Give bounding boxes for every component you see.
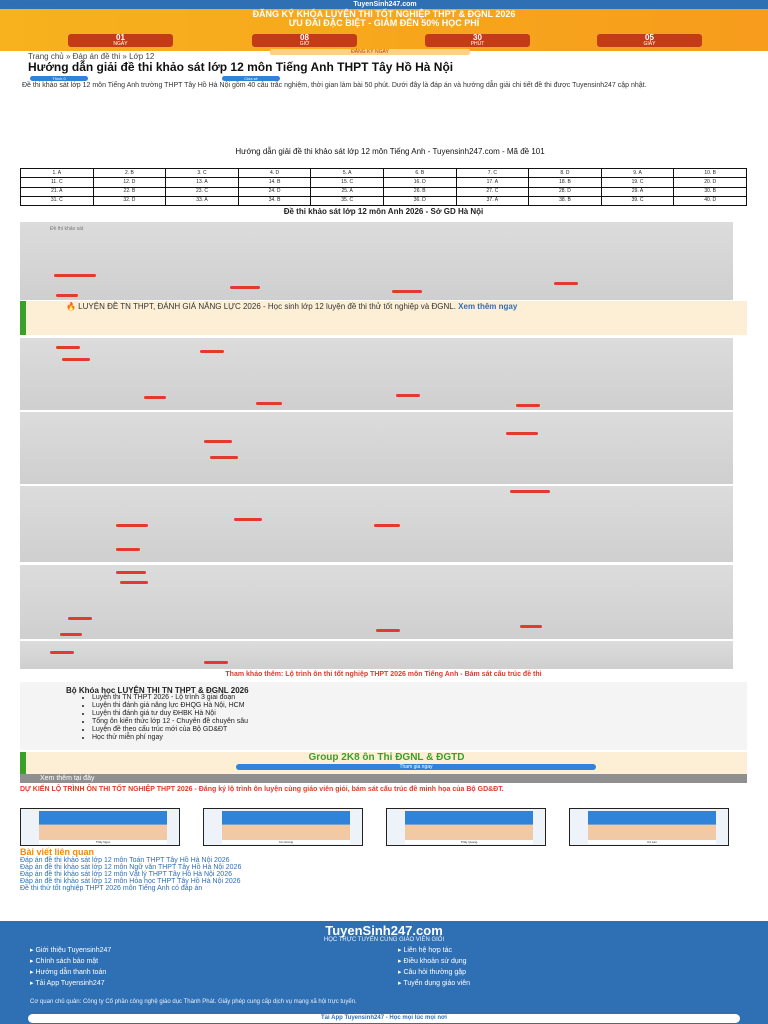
footer-col-1 <box>30 945 370 989</box>
banner-line2: ƯU ĐÃI ĐẶC BIỆT - GIẢM ĐẾN 50% HỌC PHÍ <box>288 18 480 28</box>
answer-cell: 30. B <box>674 187 747 196</box>
answer-cell: 39. C <box>601 196 674 205</box>
answer-cell: 15. C <box>311 178 384 187</box>
course-list <box>80 694 722 742</box>
footer-link[interactable]: ▸ Chính sách bảo mật <box>30 956 370 967</box>
share-button[interactable]: Chia sẻ <box>222 76 280 81</box>
answer-subheading: Hướng dẫn giải đề thi khảo sát lớp 12 môn Tiếng Anh - Tuyensinh247.com - Mã đề 101 <box>235 147 545 156</box>
exam-scan-page-4 <box>20 486 733 562</box>
countdown-hours: 08 GIỜ <box>252 34 357 47</box>
answer-cell: 25. A <box>311 187 384 196</box>
teacher-list <box>20 808 747 846</box>
answer-cell: 14. B <box>238 178 311 187</box>
ad1-text: 🔥 LUYỆN ĐỀ TN THPT, ĐÁNH GIÁ NĂNG LỰC 2026 - Học sinh lớp 12 luyện đề thi thử tốt nghiệp và ĐGNL. Xem thêm ngay <box>66 302 518 311</box>
related-articles <box>20 848 747 892</box>
footer-link[interactable]: ▸ Câu hỏi thường gặp <box>398 967 738 978</box>
answer-cell: 9. A <box>601 169 674 178</box>
footer-link[interactable]: ▸ Tuyển dụng giáo viên <box>398 978 738 989</box>
footer-link[interactable]: ▸ Giới thiệu Tuyensinh247 <box>30 945 370 956</box>
footer-link[interactable]: ▸ Hướng dẫn thanh toán <box>30 967 370 978</box>
group-join-button[interactable]: Tham gia ngay <box>236 764 596 770</box>
answer-cell: 26. B <box>383 187 456 196</box>
answer-cell: 40. D <box>674 196 747 205</box>
footer-link[interactable]: ▸ Tải App Tuyensinh247 <box>30 978 370 989</box>
answer-cell: 1. A <box>21 169 94 178</box>
exam-scan-page-3 <box>20 412 733 484</box>
answer-cell: 5. A <box>311 169 384 178</box>
footer-link[interactable]: ▸ Điều khoản sử dụng <box>398 956 738 967</box>
answer-cell: 21. A <box>21 187 94 196</box>
answer-cell: 31. C <box>21 196 94 205</box>
answer-cell: 12. D <box>93 178 166 187</box>
answer-row <box>21 187 747 196</box>
answer-row <box>21 178 747 187</box>
answer-cell: 27. C <box>456 187 529 196</box>
answer-cell: 34. B <box>238 196 311 205</box>
exam-scan-page-6 <box>20 641 733 669</box>
answer-cell: 13. A <box>166 178 239 187</box>
exam-scan-page-2 <box>20 338 733 410</box>
answer-cell: 28. D <box>529 187 602 196</box>
answer-cell: 17. A <box>456 178 529 187</box>
breadcrumb[interactable]: Trang chủ » Đáp án đề thi » Lớp 12 <box>28 52 155 61</box>
countdown-minutes: 30 PHÚT <box>425 34 530 47</box>
top-bar <box>0 0 768 9</box>
answer-cell: 11. C <box>21 178 94 187</box>
answer-cell: 33. A <box>166 196 239 205</box>
answer-cell: 7. C <box>456 169 529 178</box>
group-title: Group 2K8 ôn Thi ĐGNL & ĐGTD <box>308 752 465 763</box>
site-logo[interactable]: TuyenSinh247.com <box>353 1 417 8</box>
course-item[interactable]: • Luyện thi đánh giá năng lực ĐHQG Hà Nội, HCM <box>92 702 722 710</box>
answer-cell: 2. B <box>93 169 166 178</box>
footer-col-2 <box>398 945 738 989</box>
answer-cell: 38. B <box>529 196 602 205</box>
related-link[interactable]: Đáp án đề thi khảo sát lớp 12 môn Ngữ văn THPT Tây Hồ Hà Nội 2026 <box>20 864 242 871</box>
page-title: Hướng dẫn giải đề thi khảo sát lớp 12 môn Tiếng Anh THPT Tây Hồ Hà Nội <box>28 60 454 74</box>
footer-tagline: HỌC TRỰC TUYẾN CÙNG GIÁO VIÊN GIỎI <box>323 937 445 943</box>
teacher-card[interactable]: Thầy Ngọc <box>20 808 180 846</box>
related-link[interactable]: Đáp án đề thi khảo sát lớp 12 môn Vật lý THPT Tây Hồ Hà Nội 2026 <box>20 871 232 878</box>
banner-cta-button[interactable]: ĐĂNG KÝ NGAY <box>270 49 470 55</box>
answer-cell: 4. D <box>238 169 311 178</box>
exam-scan-page-5 <box>20 565 733 639</box>
answer-cell: 19. C <box>601 178 674 187</box>
like-button[interactable]: Thích 0 <box>30 76 88 81</box>
teacher-photo <box>588 811 716 841</box>
answer-row <box>21 196 747 205</box>
answer-cell: 24. D <box>238 187 311 196</box>
table-caption: Đề thi khảo sát lớp 12 môn Anh 2026 - Sở GD Hà Nội <box>283 207 484 216</box>
footer-brand[interactable]: TuyenSinh247.com <box>325 923 443 938</box>
answer-table <box>20 168 747 206</box>
top-left-text: Học tốt hơn mỗi ngày <box>8 1 56 7</box>
answer-cell: 37. A <box>456 196 529 205</box>
related-link[interactable]: Đề thi thử tốt nghiệp THPT 2026 môn Tiếng Anh có đáp án <box>20 885 203 892</box>
course-heading: Bộ Khóa học LUYỆN THI TN THPT & ĐGNL 2026 <box>66 686 249 695</box>
answer-cell: 23. C <box>166 187 239 196</box>
related-heading: Bài viết liên quan <box>20 847 95 857</box>
teacher-photo <box>222 811 350 841</box>
banner-line1: ĐĂNG KÝ KHÓA LUYỆN THI TỐT NGHIỆP THPT & ĐGNL 2026 <box>252 9 516 19</box>
scan-caption: Đề thi khảo sát <box>50 226 84 232</box>
answer-cell: 35. C <box>311 196 384 205</box>
countdown-seconds: 05 GIÂY <box>597 34 702 47</box>
course-item[interactable]: • Tổng ôn kiến thức lớp 12 - Chuyên đề chuyên sâu <box>92 718 722 726</box>
answer-cell: 10. B <box>674 169 747 178</box>
exam-scan-page-1 <box>20 222 733 300</box>
course-item[interactable]: • Luyện thi TN THPT 2026 - Lộ trình 3 giai đoạn <box>92 694 722 702</box>
see-more-bar[interactable]: Xem thêm tại đây <box>20 774 747 783</box>
answer-cell: 36. D <box>383 196 456 205</box>
footer <box>0 921 768 1024</box>
course-item[interactable]: • Luyện thi đánh giá tư duy ĐHBK Hà Nội <box>92 710 722 718</box>
footer-info: Cơ quan chủ quản: Công ty Cổ phần công nghệ giáo dục Thành Phát. Giấy phép cung cấp dịch vụ mạng xã hội trực tuyến. <box>30 999 357 1005</box>
promo-banner[interactable] <box>0 9 768 55</box>
answer-cell: 6. B <box>383 169 456 178</box>
teacher-card[interactable]: Thầy Quang <box>386 808 546 846</box>
teacher-card[interactable]: Cô Hương <box>203 808 363 846</box>
group-join-box <box>20 752 747 774</box>
course-list-box <box>20 682 747 750</box>
footer-link[interactable]: ▸ Liên hệ hợp tác <box>398 945 738 956</box>
countdown-days: 01 NGÀY <box>68 34 173 47</box>
ad1-link[interactable]: Xem thêm ngay <box>458 302 518 311</box>
promo-ad-1[interactable] <box>20 301 747 335</box>
download-app-button[interactable]: Tải App Tuyensinh247 - Học mọi lúc mọi nơi <box>28 1014 740 1023</box>
roadmap-notice[interactable]: DỰ KIẾN LỘ TRÌNH ÔN THI TỐT NGHIỆP THPT 2026 - Đăng ký lộ trình ôn luyện cùng giáo viên giỏi, bám sát cấu trúc đề minh họa của Bộ GD&ĐT. <box>20 786 504 793</box>
teacher-photo <box>39 811 167 841</box>
answer-cell: 22. B <box>93 187 166 196</box>
red-notice[interactable]: Tham khảo thêm: Lộ trình ôn thi tốt nghiệp THPT 2026 môn Tiếng Anh - Bám sát cấu trúc đề thi <box>225 671 542 678</box>
answer-cell: 32. D <box>93 196 166 205</box>
intro-text: Đề thi khảo sát lớp 12 môn Tiếng Anh trường THPT Tây Hồ Hà Nội gồm 40 câu trắc nghiệm, thời gian làm bài 50 phút. Dưới đây là đáp án và hướng dẫn giải chi tiết đề thi được Tuyensinh247 cập nhật. <box>22 82 647 89</box>
answer-cell: 16. D <box>383 178 456 187</box>
answer-row <box>21 169 747 178</box>
answer-cell: 20. D <box>674 178 747 187</box>
answer-cell: 3. C <box>166 169 239 178</box>
answer-cell: 29. A <box>601 187 674 196</box>
related-link[interactable]: Đáp án đề thi khảo sát lớp 12 môn Toán THPT Tây Hồ Hà Nội 2026 <box>20 857 230 864</box>
course-item[interactable]: • Luyện đề theo cấu trúc mới của Bộ GD&ĐT <box>92 726 722 734</box>
answer-cell: 8. D <box>529 169 602 178</box>
teacher-photo <box>405 811 533 841</box>
teacher-card[interactable]: Cô Lan <box>569 808 729 846</box>
course-item[interactable]: • Học thử miễn phí ngay <box>92 734 722 742</box>
related-link[interactable]: Đáp án đề thi khảo sát lớp 12 môn Hóa học THPT Tây Hồ Hà Nội 2026 <box>20 878 241 885</box>
answer-cell: 18. B <box>529 178 602 187</box>
